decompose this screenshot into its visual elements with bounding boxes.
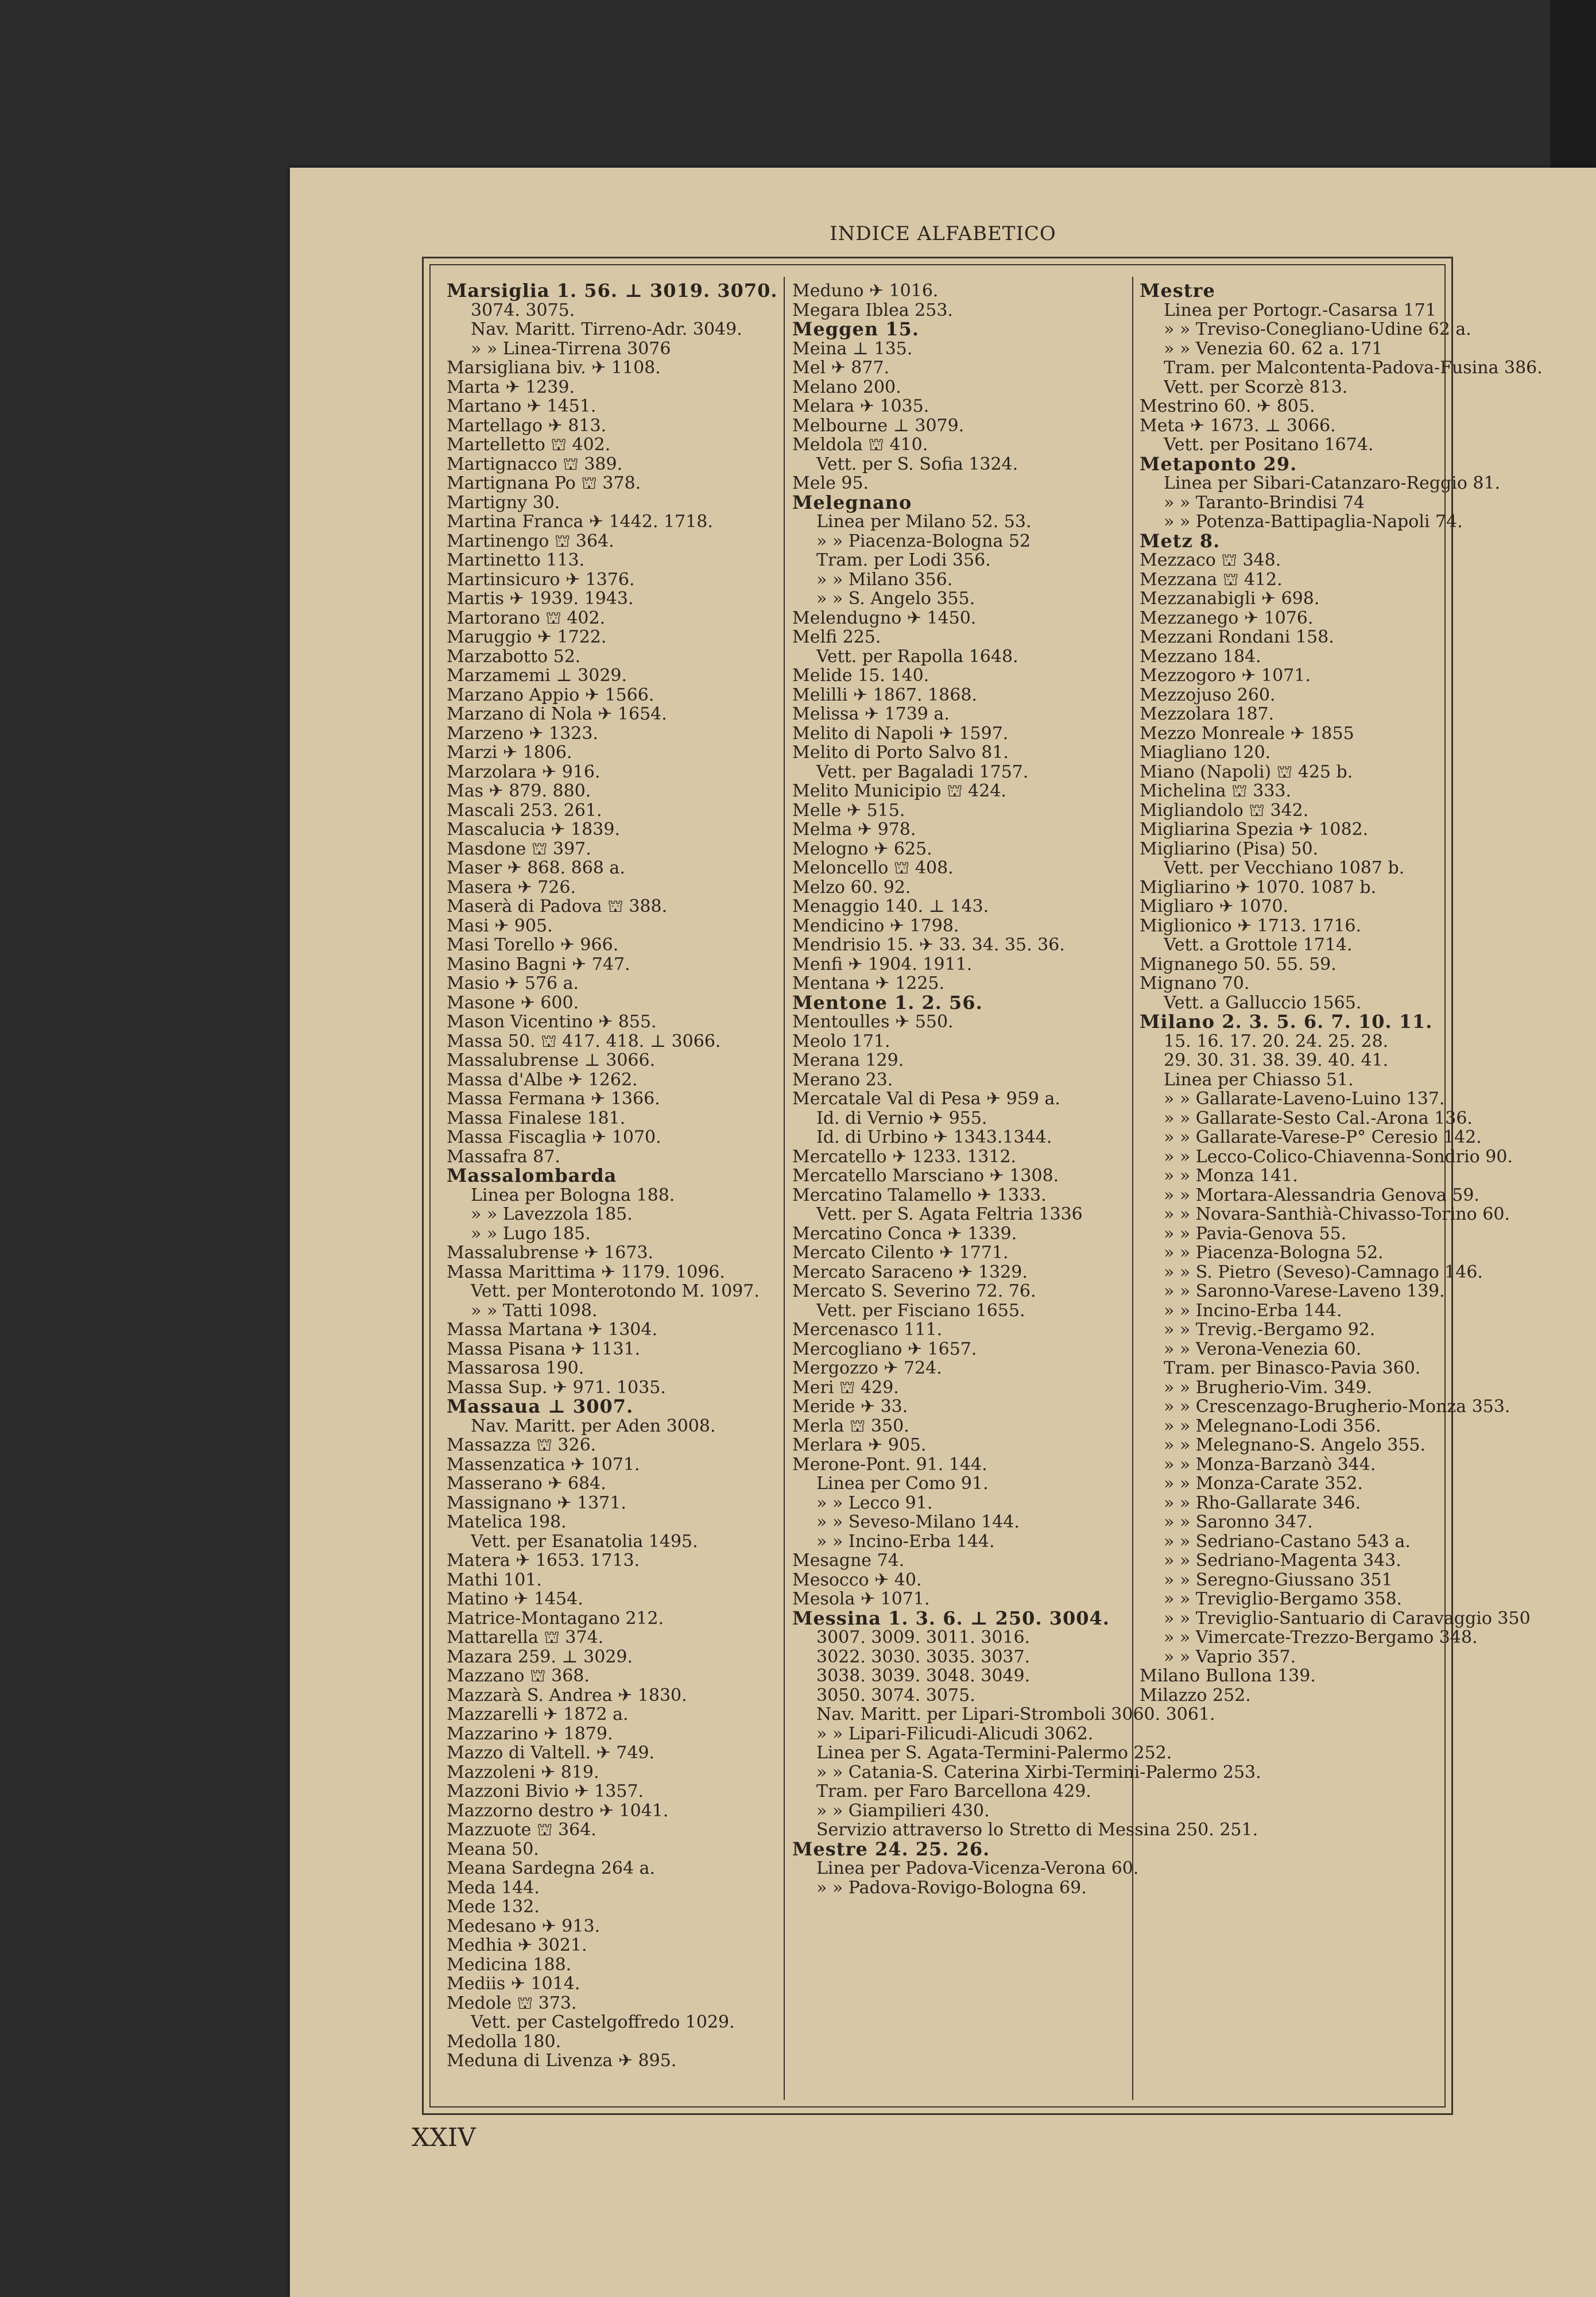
index-entry: Mergozzo ✈ 724.: [792, 1358, 942, 1378]
index-entry: Linea per Bologna 188.: [471, 1185, 675, 1205]
index-entry: Mazzorno destro ✈ 1041.: [447, 1800, 669, 1821]
index-entry: Linea per Portogr.-Casarsa 171: [1164, 300, 1436, 320]
index-heading: Massalombarda: [447, 1165, 617, 1186]
index-entry: Meana 50.: [447, 1839, 539, 1859]
index-heading: Mentone 1. 2. 56.: [792, 991, 983, 1014]
index-entry: Melano 200.: [792, 377, 901, 397]
index-entry: Melogno ✈ 625.: [792, 838, 932, 859]
index-entry: Martigny 30.: [447, 492, 560, 513]
index-entry: Meride ✈ 33.: [792, 1397, 908, 1417]
index-entry: Mascalucia ✈ 1839.: [447, 819, 620, 840]
index-entry: » » Lecco 91.: [816, 1492, 933, 1513]
index-entry: Mesocco ✈ 40.: [792, 1569, 922, 1590]
index-entry: Matera ✈ 1653. 1713.: [447, 1550, 640, 1571]
index-entry: Masone ✈ 600.: [447, 992, 579, 1013]
index-entry: » » Lecco-Colico-Chiavenna-Sondrio 90.: [1164, 1146, 1513, 1167]
index-entry: Tram. per Binasco-Pavia 360.: [1164, 1358, 1421, 1378]
index-entry: Mazzarelli ✈ 1872 a.: [447, 1704, 629, 1724]
index-entry: » » Seregno-Giussano 351: [1164, 1569, 1393, 1590]
index-entry: Melito Municipio ⛫ 424.: [792, 781, 1006, 801]
index-entry: Medicina 188.: [447, 1954, 572, 1975]
index-entry: Matelica 198.: [447, 1512, 567, 1532]
index-entry: Mazzo di Valtell. ✈ 749.: [447, 1743, 655, 1763]
index-entry: » » Monza-Carate 352.: [1164, 1474, 1363, 1494]
index-entry: Linea per Sibari-Catanzaro-Reggio 81.: [1164, 473, 1501, 493]
index-heading: Mestre 24. 25. 26.: [792, 1838, 990, 1860]
index-entry: Vett. per S. Agata Feltria 1336: [816, 1204, 1083, 1224]
index-heading: Meggen 15.: [792, 318, 919, 340]
index-entry: Vett. a Galluccio 1565.: [1164, 992, 1362, 1013]
index-entry: Linea per S. Agata-Termini-Palermo 252.: [816, 1743, 1172, 1763]
index-column-1: [447, 281, 780, 2096]
index-entry: 15. 16. 17. 20. 24. 25. 28.: [1164, 1031, 1389, 1051]
index-entry: Martignana Po ⛫ 378.: [447, 473, 641, 493]
index-entry: » » Sedriano-Magenta 343.: [1164, 1550, 1401, 1571]
index-entry: » » Padova-Rovigo-Bologna 69.: [816, 1877, 1087, 1898]
index-entry: Massa Marittima ✈ 1179. 1096.: [447, 1262, 725, 1282]
index-entry: » » Sedriano-Castano 543 a.: [1164, 1531, 1411, 1552]
index-entry: Mendrisio 15. ✈ 33. 34. 35. 36.: [792, 935, 1065, 955]
index-entry: » » Lipari-Filicudi-Alicudi 3062.: [816, 1723, 1094, 1744]
index-entry: Meina ⊥ 135.: [792, 338, 913, 359]
index-entry: Masio ✈ 576 a.: [447, 973, 579, 993]
index-entry: Mercato Saraceno ✈ 1329.: [792, 1262, 1028, 1282]
index-entry: Masera ✈ 726.: [447, 877, 576, 898]
index-entry: Massa Fiscaglia ✈ 1070.: [447, 1127, 661, 1147]
index-entry: 3022. 3030. 3035. 3037.: [816, 1646, 1031, 1667]
index-entry: » » Giampilieri 430.: [816, 1800, 990, 1821]
index-entry: Melma ✈ 978.: [792, 819, 916, 840]
index-entry: » » Monza 141.: [1164, 1166, 1298, 1186]
index-entry: » » Lugo 185.: [471, 1223, 591, 1244]
index-entry: Mezzano 184.: [1140, 646, 1261, 667]
index-entry: Massa Finalese 181.: [447, 1108, 626, 1128]
index-entry: Masino Bagni ✈ 747.: [447, 954, 630, 975]
index-entry: » » Melegnano-S. Angelo 355.: [1164, 1435, 1426, 1455]
index-heading: Metaponto 29.: [1140, 453, 1297, 475]
index-entry: Mazzarino ✈ 1879.: [447, 1723, 613, 1744]
index-entry: » » Incino-Erba 144.: [1164, 1300, 1342, 1321]
index-entry: Martignacco ⛫ 389.: [447, 454, 623, 474]
index-entry: Melfi 225.: [792, 627, 881, 647]
index-column-3: [1140, 280, 1543, 2096]
index-heading: Marsiglia 1. 56. ⊥ 3019. 3070.: [447, 280, 778, 301]
index-entry: Mel ✈ 877.: [792, 358, 890, 378]
index-entry: Massa d'Albe ✈ 1262.: [447, 1069, 638, 1090]
index-entry: » » S. Angelo 355.: [816, 589, 975, 609]
index-entry: Megara Iblea 253.: [792, 300, 953, 320]
index-entry: Migliarina Spezia ✈ 1082.: [1140, 819, 1369, 840]
index-entry: Melzo 60. 92.: [792, 877, 911, 898]
index-entry: Meta ✈ 1673. ⊥ 3066.: [1140, 415, 1336, 436]
index-entry: Martina Franca ✈ 1442. 1718.: [447, 512, 713, 532]
index-entry: Migliarino (Pisa) 50.: [1140, 838, 1319, 859]
index-entry: Mele 95.: [792, 473, 869, 493]
index-entry: Migliarino ✈ 1070. 1087 b.: [1140, 877, 1377, 898]
index-entry: » » Pavia-Genova 55.: [1164, 1223, 1347, 1244]
index-entry: Martinsicuro ✈ 1376.: [447, 569, 635, 590]
index-entry: » » Saronno-Varese-Laveno 139.: [1164, 1281, 1445, 1301]
index-entry: Marsigliana biv. ✈ 1108.: [447, 358, 661, 378]
index-entry: Mendicino ✈ 1798.: [792, 915, 959, 936]
index-entry: Mignanego 50. 55. 59.: [1140, 954, 1337, 975]
index-entry: » » Milano 356.: [816, 569, 953, 590]
index-entry: Melara ✈ 1035.: [792, 396, 929, 416]
index-entry: Mattarella ⛫ 374.: [447, 1627, 604, 1648]
index-entry: Marta ✈ 1239.: [447, 377, 575, 397]
index-entry: Migliaro ✈ 1070.: [1140, 896, 1289, 917]
index-entry: Massa Fermana ✈ 1366.: [447, 1089, 660, 1109]
index-entry: Mentoulles ✈ 550.: [792, 1012, 954, 1032]
index-entry: 29. 30. 31. 38. 39. 40. 41.: [1164, 1050, 1389, 1070]
index-entry: Merone-Pont. 91. 144.: [792, 1454, 987, 1475]
index-entry: Vett. per Fisciano 1655.: [816, 1300, 1025, 1321]
index-entry: » » Novara-Santhià-Chivasso-Torino 60.: [1164, 1204, 1510, 1224]
index-entry: Nav. Maritt. Tirreno-Adr. 3049.: [471, 319, 742, 339]
index-entry: Meloncello ⛫ 408.: [792, 858, 954, 878]
index-entry: Mercatino Conca ✈ 1339.: [792, 1223, 1017, 1244]
index-entry: » » Tatti 1098.: [471, 1300, 598, 1321]
index-entry: Massignano ✈ 1371.: [447, 1492, 626, 1513]
index-entry: Mezzolara 187.: [1140, 704, 1275, 724]
index-entry: Melito di Napoli ✈ 1597.: [792, 723, 1009, 744]
index-entry: » » Treviglio-Santuario di Caravaggio 350: [1164, 1608, 1531, 1629]
index-entry: Vett. per S. Sofia 1324.: [816, 454, 1018, 474]
index-entry: 3038. 3039. 3048. 3049.: [816, 1666, 1031, 1686]
index-entry: Massenzatica ✈ 1071.: [447, 1454, 640, 1475]
index-entry: Merana 129.: [792, 1050, 904, 1070]
index-entry: Massalubrense ✈ 1673.: [447, 1243, 654, 1263]
index-entry: Massarosa 190.: [447, 1358, 584, 1378]
index-entry: » » Gallarate-Varese-P° Ceresio 142.: [1164, 1127, 1482, 1147]
index-entry: Meduna di Livenza ✈ 895.: [447, 2051, 677, 2071]
index-entry: Matrice-Montagano 212.: [447, 1608, 664, 1629]
index-entry: » » Vimercate-Trezzo-Bergamo 348.: [1164, 1627, 1478, 1648]
index-entry: Tram. per Malcontenta-Padova-Fusina 386.: [1164, 358, 1543, 378]
index-entry: Vett. per Scorzè 813.: [1164, 377, 1348, 397]
index-entry: Menfi ✈ 1904. 1911.: [792, 954, 973, 975]
index-entry: Mas ✈ 879. 880.: [447, 781, 591, 801]
index-entry: Mezzogoro ✈ 1071.: [1140, 666, 1311, 686]
index-entry: Melendugno ✈ 1450.: [792, 608, 977, 628]
book-page: [290, 168, 1596, 2297]
index-entry: » » Melegnano-Lodi 356.: [1164, 1416, 1381, 1436]
index-entry: Servizio attraverso lo Stretto di Messina 250. 251.: [816, 1820, 1258, 1840]
index-entry: Meolo 171.: [792, 1031, 890, 1051]
index-entry: Nav. Maritt. per Aden 3008.: [471, 1416, 716, 1436]
index-entry: Mascali 253. 261.: [447, 800, 602, 821]
index-heading: Massaua ⊥ 3007.: [447, 1395, 634, 1417]
index-entry: Marzano di Nola ✈ 1654.: [447, 704, 667, 724]
index-entry: Vett. a Grottole 1714.: [1164, 935, 1353, 955]
index-entry: » » Piacenza-Bologna 52.: [1164, 1243, 1384, 1263]
index-entry: Massalubrense ⊥ 3066.: [447, 1050, 656, 1070]
index-entry: Miglionico ✈ 1713. 1716.: [1140, 915, 1362, 936]
index-entry: Mezzana ⛫ 412.: [1140, 569, 1283, 590]
index-entry: » » Mortara-Alessandria Genova 59.: [1164, 1185, 1479, 1205]
index-entry: » » Trevig.-Bergamo 92.: [1164, 1320, 1376, 1340]
page-number: XXIV: [412, 2123, 476, 2152]
index-entry: Merano 23.: [792, 1069, 893, 1090]
index-entry: Nav. Maritt. per Lipari-Stromboli 3060. 3061.: [816, 1704, 1215, 1724]
index-entry: Mazzarà S. Andrea ✈ 1830.: [447, 1685, 687, 1706]
index-entry: Vett. per Vecchiano 1087 b.: [1164, 858, 1405, 878]
index-entry: Mestrino 60. ✈ 805.: [1140, 396, 1315, 416]
index-entry: Massa Pisana ✈ 1131.: [447, 1339, 641, 1359]
index-entry: Mezzaco ⛫ 348.: [1140, 550, 1281, 570]
index-entry: Massa Martana ✈ 1304.: [447, 1320, 658, 1340]
index-entry: Martano ✈ 1451.: [447, 396, 596, 416]
index-entry: Matino ✈ 1454.: [447, 1589, 583, 1609]
index-entry: Mercatello ✈ 1233. 1312.: [792, 1146, 1017, 1167]
index-entry: Martelletto ⛫ 402.: [447, 435, 611, 455]
index-entry: Mentana ✈ 1225.: [792, 973, 945, 993]
index-entry: Masi ✈ 905.: [447, 915, 553, 936]
index-heading: Metz 8.: [1140, 529, 1221, 552]
index-entry: Miagliano 120.: [1140, 743, 1271, 763]
index-entry: Mazzoleni ✈ 819.: [447, 1762, 599, 1782]
index-entry: Medesano ✈ 913.: [447, 1916, 601, 1936]
index-entry: » » Linea-Tirrena 3076: [471, 338, 671, 359]
index-entry: Melle ✈ 515.: [792, 800, 905, 821]
page-title: INDICE ALFABETICO: [830, 222, 1056, 245]
index-entry: Marzeno ✈ 1323.: [447, 723, 598, 744]
index-entry: Mercato Cilento ✈ 1771.: [792, 1243, 1009, 1263]
column-divider: [784, 277, 785, 2100]
index-entry: Mercatello Marsciano ✈ 1308.: [792, 1166, 1059, 1186]
index-entry: Massafra 87.: [447, 1146, 560, 1167]
index-entry: Miano (Napoli) ⛫ 425 b.: [1140, 761, 1353, 782]
index-entry: Id. di Urbino ✈ 1343.1344.: [816, 1127, 1052, 1147]
index-entry: » » Gallarate-Laveno-Luino 137.: [1164, 1089, 1445, 1109]
index-entry: » » Taranto-Brindisi 74: [1164, 492, 1365, 513]
index-entry: Mercato S. Severino 72. 76.: [792, 1281, 1036, 1301]
index-entry: Linea per Milano 52. 53.: [816, 512, 1032, 532]
index-entry: Mezzanego ✈ 1076.: [1140, 608, 1314, 628]
index-entry: Mercatale Val di Pesa ✈ 959 a.: [792, 1089, 1060, 1109]
index-entry: Masi Torello ✈ 966.: [447, 935, 619, 955]
index-entry: 3007. 3009. 3011. 3016.: [816, 1627, 1031, 1648]
index-entry: » » Crescenzago-Brugherio-Monza 353.: [1164, 1397, 1510, 1417]
index-entry: » » Piacenza-Bologna 52: [816, 531, 1031, 551]
index-entry: Tram. per Lodi 356.: [816, 550, 991, 570]
index-entry: » » Treviglio-Bergamo 358.: [1164, 1589, 1403, 1609]
index-entry: » » Brugherio-Vim. 349.: [1164, 1377, 1372, 1398]
index-entry: Mediis ✈ 1014.: [447, 1974, 580, 1994]
index-entry: » » Seveso-Milano 144.: [816, 1512, 1020, 1532]
index-entry: Mercenasco 111.: [792, 1320, 943, 1340]
index-entry: » » Monza-Barzanò 344.: [1164, 1454, 1376, 1475]
index-entry: Mesagne 74.: [792, 1550, 905, 1571]
index-entry: Migliandolo ⛫ 342.: [1140, 800, 1309, 821]
index-entry: Tram. per Faro Barcellona 429.: [816, 1781, 1091, 1801]
index-entry: Maserà di Padova ⛫ 388.: [447, 896, 668, 917]
index-entry: Masdone ⛫ 397.: [447, 838, 591, 859]
index-entry: » » Verona-Venezia 60.: [1164, 1339, 1362, 1359]
index-entry: Meda 144.: [447, 1877, 540, 1898]
index-entry: » » Gallarate-Sesto Cal.-Arona 136.: [1164, 1108, 1473, 1128]
index-entry: Linea per Padova-Vicenza-Verona 60.: [816, 1858, 1139, 1878]
index-entry: Maruggio ✈ 1722.: [447, 627, 607, 647]
index-entry: Mazzoni Bivio ✈ 1357.: [447, 1781, 644, 1801]
index-entry: » » Rho-Gallarate 346.: [1164, 1492, 1361, 1513]
index-entry: Menaggio 140. ⊥ 143.: [792, 896, 989, 917]
index-entry: » » Potenza-Battipaglia-Napoli 74.: [1164, 512, 1463, 532]
index-entry: Medole ⛫ 373.: [447, 1993, 577, 2013]
index-entry: Martinetto 113.: [447, 550, 585, 570]
index-entry: Marzamemi ⊥ 3029.: [447, 666, 627, 686]
index-entry: » » Treviso-Conegliano-Udine 62 a.: [1164, 319, 1471, 339]
index-entry: Mezzo Monreale ✈ 1855: [1140, 723, 1354, 744]
index-entry: Mezzanabigli ✈ 698.: [1140, 589, 1320, 609]
index-entry: Mason Vicentino ✈ 855.: [447, 1012, 657, 1032]
index-entry: » » Vaprio 357.: [1164, 1646, 1296, 1667]
index-entry: Meana Sardegna 264 a.: [447, 1858, 656, 1878]
index-entry: Mathi 101.: [447, 1569, 542, 1590]
index-entry: Melbourne ⊥ 3079.: [792, 415, 964, 436]
index-entry: Vett. per Monterotondo M. 1097.: [471, 1281, 760, 1301]
index-entry: Mazzuote ⛫ 364.: [447, 1820, 596, 1840]
index-entry: Mercogliano ✈ 1657.: [792, 1339, 977, 1359]
index-entry: Linea per Chiasso 51.: [1164, 1069, 1354, 1090]
index-entry: Vett. per Positano 1674.: [1164, 435, 1374, 455]
index-entry: Marzabotto 52.: [447, 646, 581, 667]
index-entry: » » Incino-Erba 144.: [816, 1531, 995, 1552]
index-entry: Id. di Vernio ✈ 955.: [816, 1108, 987, 1128]
index-entry: Mezzojuso 260.: [1140, 685, 1276, 705]
index-entry: Merla ⛫ 350.: [792, 1416, 909, 1436]
index-entry: Mezzani Rondani 158.: [1140, 627, 1334, 647]
index-entry: Medolla 180.: [447, 2031, 561, 2052]
index-entry: Mignano 70.: [1140, 973, 1250, 993]
index-heading: Messina 1. 3. 6. ⊥ 250. 3004.: [792, 1607, 1110, 1629]
index-entry: Medhia ✈ 3021.: [447, 1935, 587, 1955]
index-entry: Meldola ⛫ 410.: [792, 435, 928, 455]
index-entry: Vett. per Rapolla 1648.: [816, 646, 1018, 667]
index-entry: Marzano Appio ✈ 1566.: [447, 685, 654, 705]
index-entry: Melissa ✈ 1739 a.: [792, 704, 950, 724]
index-entry: Marzolara ✈ 916.: [447, 761, 601, 782]
index-entry: Melilli ✈ 1867. 1868.: [792, 685, 977, 705]
index-heading: Mestre: [1140, 280, 1215, 301]
index-heading: Milano 2. 3. 5. 6. 7. 10. 11.: [1140, 1011, 1433, 1033]
index-entry: » » Venezia 60. 62 a. 171: [1164, 338, 1383, 359]
index-entry: » » Saronno 347.: [1164, 1512, 1313, 1532]
index-entry: Milano Bullona 139.: [1140, 1666, 1316, 1686]
index-entry: 3074. 3075.: [471, 300, 575, 320]
index-frame-inner: [429, 264, 1543, 2107]
index-entry: Martellago ✈ 813.: [447, 415, 607, 436]
index-entry: Martorano ⛫ 402.: [447, 608, 606, 628]
index-entry: Mesola ✈ 1071.: [792, 1589, 930, 1609]
index-entry: » » Lavezzola 185.: [471, 1204, 633, 1224]
index-entry: Mercatino Talamello ✈ 1333.: [792, 1185, 1047, 1205]
index-entry: Melide 15. 140.: [792, 666, 929, 686]
index-entry: » » Catania-S. Caterina Xirbi-Termini-Palermo 253.: [816, 1762, 1261, 1782]
index-entry: Mazzano ⛫ 368.: [447, 1666, 590, 1686]
index-entry: 3050. 3074. 3075.: [816, 1685, 975, 1706]
index-entry: Meri ⛫ 429.: [792, 1377, 899, 1398]
index-entry: Marzi ✈ 1806.: [447, 743, 572, 763]
index-heading: Melegnano: [792, 491, 912, 513]
index-entry: Vett. per Castelgoffredo 1029.: [471, 2012, 735, 2032]
index-entry: Vett. per Bagaladi 1757.: [816, 761, 1029, 782]
index-entry: Masserano ✈ 684.: [447, 1474, 606, 1494]
index-entry: Mazara 259. ⊥ 3029.: [447, 1646, 633, 1667]
index-entry: Martis ✈ 1939. 1943.: [447, 589, 634, 609]
index-entry: Massa 50. ⛫ 417. 418. ⊥ 3066.: [447, 1031, 721, 1051]
index-entry: Michelina ⛫ 333.: [1140, 781, 1292, 801]
index-entry: Martinengo ⛫ 364.: [447, 531, 614, 551]
index-entry: Massazza ⛫ 326.: [447, 1435, 596, 1455]
index-entry: Massa Sup. ✈ 971. 1035.: [447, 1377, 666, 1398]
index-entry: Melito di Porto Salvo 81.: [792, 743, 1009, 763]
index-entry: Vett. per Esanatolia 1495.: [471, 1531, 698, 1552]
index-entry: Milazzo 252.: [1140, 1685, 1251, 1706]
index-entry: Mede 132.: [447, 1897, 540, 1917]
index-entry: » » S. Pietro (Seveso)-Camnago 146.: [1164, 1262, 1483, 1282]
index-entry: Meduno ✈ 1016.: [792, 281, 939, 301]
index-entry: Maser ✈ 868. 868 a.: [447, 858, 625, 878]
index-entry: Merlara ✈ 905.: [792, 1435, 927, 1455]
index-entry: Linea per Como 91.: [816, 1474, 989, 1494]
index-frame: [422, 257, 1543, 2115]
